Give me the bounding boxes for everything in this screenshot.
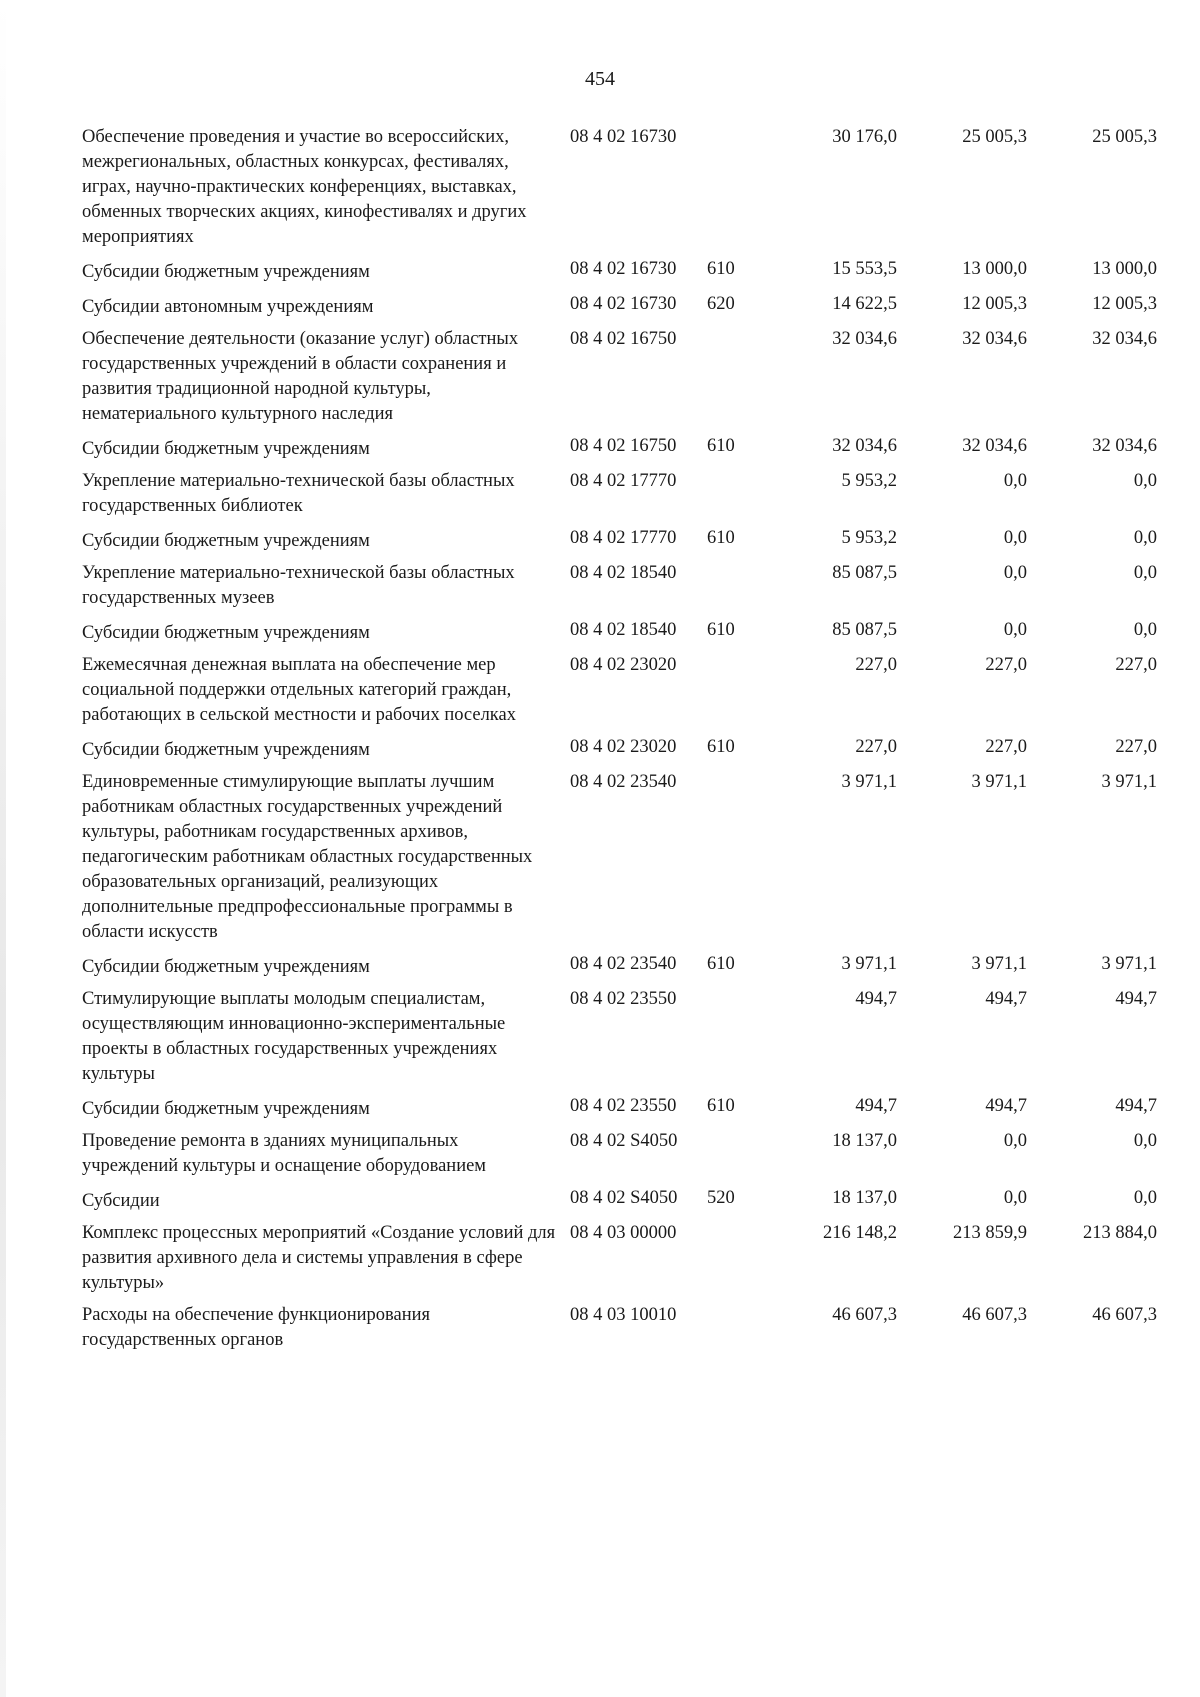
row-type: 610 xyxy=(707,528,735,548)
row-code: 08 4 02 23540 xyxy=(570,954,677,974)
row-value-3: 46 607,3 xyxy=(1092,1305,1157,1325)
row-value-3: 0,0 xyxy=(1133,471,1157,491)
row-code: 08 4 02 S4050 xyxy=(570,1188,678,1208)
table-row xyxy=(82,1221,1162,1296)
row-value-3: 13 000,0 xyxy=(1092,259,1157,279)
row-value-3: 32 034,6 xyxy=(1092,436,1157,456)
row-value-3: 0,0 xyxy=(1133,563,1157,583)
row-type: 610 xyxy=(707,436,735,456)
table-row xyxy=(82,735,1162,763)
row-value-1: 227,0 xyxy=(855,737,897,757)
table-row xyxy=(82,469,1162,519)
row-code: 08 4 02 16730 xyxy=(570,294,677,314)
row-value-3: 0,0 xyxy=(1133,1131,1157,1151)
row-code: 08 4 02 18540 xyxy=(570,563,677,583)
budget-table xyxy=(82,125,1162,1360)
row-value-2: 0,0 xyxy=(1003,471,1027,491)
row-value-2: 0,0 xyxy=(1003,528,1027,548)
row-value-2: 0,0 xyxy=(1003,620,1027,640)
row-value-1: 15 553,5 xyxy=(832,259,897,279)
table-row xyxy=(82,653,1162,728)
row-value-2: 3 971,1 xyxy=(971,954,1027,974)
row-code: 08 4 02 S4050 xyxy=(570,1131,678,1151)
table-row xyxy=(82,770,1162,945)
row-value-3: 494,7 xyxy=(1115,989,1157,1009)
table-row xyxy=(82,434,1162,462)
row-value-1: 5 953,2 xyxy=(841,471,897,491)
row-name: Субсидии бюджетным учреждениям xyxy=(82,740,370,760)
table-row xyxy=(82,1303,1162,1353)
row-code: 08 4 02 23550 xyxy=(570,989,677,1009)
row-name: Обеспечение проведения и участие во всероссийских, межрегиональных, областных конкурсах, фестивалях, играх, научно-практических конференциях, выставках, обменных творческих акциях, кинофестивалях и других мероприятиях xyxy=(82,127,527,247)
table-row xyxy=(82,125,1162,250)
scan-edge-artifact xyxy=(0,0,6,1697)
row-name: Расходы на обеспечение функционирования государственных органов xyxy=(82,1305,431,1350)
table-row xyxy=(82,561,1162,611)
row-code: 08 4 02 18540 xyxy=(570,620,677,640)
row-value-2: 13 000,0 xyxy=(962,259,1027,279)
row-code: 08 4 02 16750 xyxy=(570,329,677,349)
row-value-3: 213 884,0 xyxy=(1083,1223,1157,1243)
table-row xyxy=(82,618,1162,646)
row-value-2: 227,0 xyxy=(985,737,1027,757)
table-row xyxy=(82,292,1162,320)
row-type: 620 xyxy=(707,294,735,314)
row-name: Субсидии бюджетным учреждениям xyxy=(82,623,370,643)
row-value-2: 213 859,9 xyxy=(953,1223,1027,1243)
row-value-2: 227,0 xyxy=(985,655,1027,675)
row-name: Обеспечение деятельности (оказание услуг) областных государственных учреждений в области сохранения и развития традиционной народной культуры, нематериального культурного наследия xyxy=(82,329,519,424)
row-value-3: 0,0 xyxy=(1133,528,1157,548)
table-row xyxy=(82,1186,1162,1214)
row-value-3: 0,0 xyxy=(1133,1188,1157,1208)
row-value-1: 14 622,5 xyxy=(832,294,897,314)
row-value-3: 32 034,6 xyxy=(1092,329,1157,349)
table-row xyxy=(82,1129,1162,1179)
row-value-3: 227,0 xyxy=(1115,737,1157,757)
table-row xyxy=(82,987,1162,1087)
row-value-2: 494,7 xyxy=(985,989,1027,1009)
row-type: 610 xyxy=(707,737,735,757)
row-name: Субсидии бюджетным учреждениям xyxy=(82,531,370,551)
row-value-1: 46 607,3 xyxy=(832,1305,897,1325)
row-name: Комплекс процессных мероприятий «Создание условий для развития архивного дела и системы управления в сфере культуры» xyxy=(82,1223,556,1293)
row-type: 610 xyxy=(707,954,735,974)
row-name: Единовременные стимулирующие выплаты лучшим работникам областных государственных учреждений культуры, работникам государственных архивов, педагогическим работникам областных государственных образовательных организаций, реализующих дополнительные предпрофессиональные программы в области искусств xyxy=(82,772,533,942)
row-value-2: 25 005,3 xyxy=(962,127,1027,147)
row-value-3: 25 005,3 xyxy=(1092,127,1157,147)
page-number: 454 xyxy=(585,68,615,90)
row-code: 08 4 02 23020 xyxy=(570,655,677,675)
table-row xyxy=(82,1094,1162,1122)
row-name: Субсидии xyxy=(82,1191,160,1211)
row-value-3: 12 005,3 xyxy=(1092,294,1157,314)
row-code: 08 4 03 00000 xyxy=(570,1223,677,1243)
row-code: 08 4 02 16750 xyxy=(570,436,677,456)
row-value-2: 12 005,3 xyxy=(962,294,1027,314)
row-value-1: 85 087,5 xyxy=(832,563,897,583)
row-value-1: 5 953,2 xyxy=(841,528,897,548)
row-value-1: 18 137,0 xyxy=(832,1131,897,1151)
table-row xyxy=(82,526,1162,554)
row-value-2: 32 034,6 xyxy=(962,329,1027,349)
row-value-2: 3 971,1 xyxy=(971,772,1027,792)
table-row xyxy=(82,257,1162,285)
row-type: 610 xyxy=(707,620,735,640)
row-name: Стимулирующие выплаты молодым специалистам, осуществляющим инновационно-экспериментальные проекты в областных государственных учреждениях культуры xyxy=(82,989,506,1084)
row-value-1: 216 148,2 xyxy=(823,1223,897,1243)
row-value-2: 494,7 xyxy=(985,1096,1027,1116)
row-code: 08 4 02 16730 xyxy=(570,127,677,147)
row-name: Укрепление материально-технической базы областных государственных музеев xyxy=(82,563,515,608)
row-value-1: 3 971,1 xyxy=(841,954,897,974)
row-name: Субсидии автономным учреждениям xyxy=(82,297,374,317)
row-value-1: 85 087,5 xyxy=(832,620,897,640)
row-value-3: 494,7 xyxy=(1115,1096,1157,1116)
row-value-1: 227,0 xyxy=(855,655,897,675)
row-value-1: 30 176,0 xyxy=(832,127,897,147)
row-value-2: 0,0 xyxy=(1003,1131,1027,1151)
row-type: 610 xyxy=(707,1096,735,1116)
row-value-3: 227,0 xyxy=(1115,655,1157,675)
table-row xyxy=(82,952,1162,980)
row-code: 08 4 02 23550 xyxy=(570,1096,677,1116)
row-value-2: 0,0 xyxy=(1003,1188,1027,1208)
row-name: Проведение ремонта в зданиях муниципальных учреждений культуры и оснащение оборудованием xyxy=(82,1131,487,1176)
row-name: Субсидии бюджетным учреждениям xyxy=(82,439,370,459)
row-name: Субсидии бюджетным учреждениям xyxy=(82,1099,370,1119)
row-code: 08 4 02 17770 xyxy=(570,528,677,548)
row-value-2: 0,0 xyxy=(1003,563,1027,583)
row-code: 08 4 02 16730 xyxy=(570,259,677,279)
row-value-3: 0,0 xyxy=(1133,620,1157,640)
row-code: 08 4 02 17770 xyxy=(570,471,677,491)
row-code: 08 4 02 23540 xyxy=(570,772,677,792)
row-name: Субсидии бюджетным учреждениям xyxy=(82,957,370,977)
row-code: 08 4 03 10010 xyxy=(570,1305,677,1325)
row-name: Субсидии бюджетным учреждениям xyxy=(82,262,370,282)
row-value-1: 18 137,0 xyxy=(832,1188,897,1208)
row-value-1: 494,7 xyxy=(855,989,897,1009)
table-row xyxy=(82,327,1162,427)
row-name: Укрепление материально-технической базы областных государственных библиотек xyxy=(82,471,515,516)
row-value-2: 46 607,3 xyxy=(962,1305,1027,1325)
row-code: 08 4 02 23020 xyxy=(570,737,677,757)
row-value-1: 32 034,6 xyxy=(832,436,897,456)
row-value-1: 3 971,1 xyxy=(841,772,897,792)
row-value-2: 32 034,6 xyxy=(962,436,1027,456)
row-value-1: 494,7 xyxy=(855,1096,897,1116)
row-value-1: 32 034,6 xyxy=(832,329,897,349)
row-value-3: 3 971,1 xyxy=(1101,772,1157,792)
row-value-3: 3 971,1 xyxy=(1101,954,1157,974)
row-type: 520 xyxy=(707,1188,735,1208)
row-name: Ежемесячная денежная выплата на обеспечение мер социальной поддержки отдельных категорий граждан, работающих в сельской местности и рабочих поселках xyxy=(82,655,516,725)
row-type: 610 xyxy=(707,259,735,279)
